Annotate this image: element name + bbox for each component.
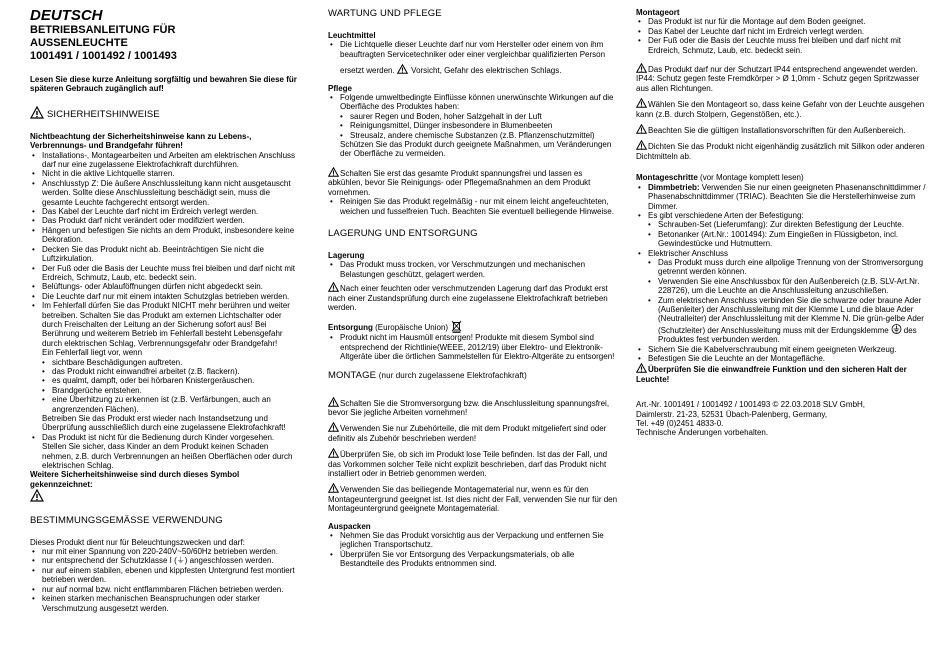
list-item: • nur mit einer Spannung von 220-240V~50/60Hz betrieben werden.: [42, 547, 300, 556]
footer-line: Technische Änderungen vorbehalten.: [636, 428, 769, 438]
intended-use-intro: Dieses Produkt dient nur für Beleuchtungszwecken und darf:: [30, 537, 245, 547]
fastening-list: [648, 220, 926, 248]
intended-use-list: [30, 547, 300, 613]
shock-warning: Vorsicht, Gefahr des elektrischen Schlags.: [411, 66, 562, 76]
fault-after: Betreiben Sie das Produkt erst wieder nach Instandsetzung und Überprüfung ausschließlich durch eine zugelassene Elektrofachkraft!: [42, 414, 286, 433]
list-item: • Hängen und befestigen Sie nichts an dem Produkt, insbesondere keine Dekoration.: [42, 226, 300, 245]
list-item: • Die Leuchte darf nur mit einem intakten Schutzglas betrieben werden.: [42, 292, 300, 301]
list-item: • nur auf normal bzw. nicht entflammbaren Flächen betrieben werden.: [42, 585, 300, 594]
list-item: • Das Kabel der Leuchte darf nicht im Erdreich verlegt werden.: [648, 27, 926, 36]
safety-heading: SICHERHEITSHINWEISE: [30, 106, 300, 120]
ip-warning: Das Produkt darf nur der Schutzart IP44 entsprechend angewendet werden.: [636, 63, 926, 74]
warning-icon: [636, 363, 647, 373]
mounting-warning: Schalten Sie die Stromversorgung bzw. die Anschlussleitung spannungsfrei, bevor Sie jegliche Arbeiten vornehmen!: [328, 398, 610, 417]
warning-icon: [328, 483, 339, 493]
light-heading: Leuchtmittel: [328, 31, 376, 40]
footer-line: Tel. +49 (0)2451 4833-0.: [636, 419, 724, 429]
list-item: • keinen starken mechanischen Beanspruchungen oder starker Verschmutzung ausgesetzt werden.: [42, 594, 300, 613]
steps-heading: Montageschritte: [636, 173, 698, 183]
list-item: • Das Produkt ist nicht für die Bedienung durch Kinder vorgesehen. Stellen Sie sicher, dass Kinder an dem Produkt keinen Schaden nehmen, z.B. durch Verbrennungen an heißen Oberflächen oder durch elektrischen Schlag.: [42, 433, 300, 471]
list-item: • Das Kabel der Leuchte darf nicht im Erdreich verlegt werden.: [42, 207, 300, 216]
steps-heading-line: Montageschritte (vor Montage komplett lesen): [636, 173, 804, 183]
warning-icon: [636, 140, 647, 150]
list-item: • Produkt nicht im Hausmüll entsorgen! Produkte mit diesem Symbol sind entsprechend der Richtlinie(WEEE, 2012/19) über Elektro- und Elektronik-Altgeräte über die örtlichen Sammelstellen für Elektro-Altgeräte zu entsorgen!: [340, 333, 618, 361]
disposal-heading: Entsorgung: [328, 323, 373, 333]
intro-text: Lesen Sie diese kurze Anleitung sorgfältig und bewahren Sie diese für späteren Gebrauch zugänglich auf!: [30, 75, 297, 94]
warning-icon: [30, 489, 44, 502]
language-title: DEUTSCH: [30, 7, 103, 24]
list-item: • Nehmen Sie das Produkt vorsichtig aus der Verpackung und entfernen Sie jeglichen Transportschutz.: [340, 531, 618, 550]
list-item: • Schrauben-Set (Lieferumfang): Zur direkten Befestigung der Leuchte.: [658, 220, 926, 229]
list-item: • Im Fehlerfall dürfen Sie das Produkt NICHT mehr berühren und weiter betreiben. Schalten Sie das Produkt am externen Lichtschalter oder durch Freischalten der Leitung an der Sicherung sofort aus! Bei Berührung und weiterem Betrieb im Fehlerfall besteht Lebensgefahr durch elektrischen Schlag, Verbrennungsgefahr oder Brandgefahr! Ein Fehlerfall liegt vor, wenn • sichtbare Beschädigungen auftreten. • das Produkt nicht einwandfrei arbeitet (z.B. flackern). • es qualmt, dampft, oder bei hörbaren Knistergeräuschen. • Brandgerüche entstehen. • eine Überhitzung zu erkennen ist (z.B. Verfärbungen, auch an angrenzenden Flächen). Betreiben Sie das Produkt erst wieder nach Instandsetzung und Überprüfung ausschließlich durch eine zugelassene Elektrofachkraft!: [42, 301, 300, 433]
article-numbers: 1001491 / 1001492 / 1001493: [30, 50, 177, 62]
mounting-warning: Überprüfen Sie, ob sich im Produkt lose Teile befinden. Ist das der Fall, und das Vorkommen solcher Teile nicht explizit beschrieben, darf das Produkt nicht installiert oder in Betrieb genommen werden.: [328, 450, 608, 478]
list-item: • Decken Sie das Produkt nicht ab. Beeinträchtigen Sie nicht die Luftzirkulation.: [42, 245, 300, 264]
crossed-bin-icon: [451, 320, 462, 333]
column-left: [30, 8, 300, 613]
mounting-warning: Verwenden Sie nur Zubehörteile, die mit dem Produkt mitgeliefert sind oder definitiv als Zubehör beschrieben werden!: [328, 424, 607, 443]
warning-icon: [328, 167, 339, 177]
list-item: • Befestigen Sie die Leuchte an der Montagefläche.: [648, 354, 926, 363]
footer-line: Daimlerstr. 21-23, 52531 Übach-Palenberg, Germany,: [636, 409, 828, 419]
list-item: • Installations-, Montagearbeiten und Arbeiten am elektrischen Anschluss darf nur eine zugelassene Elektrofachkraft durchführen.: [42, 151, 300, 170]
safety-list: [30, 151, 300, 471]
list-item: • Die Lichtquelle dieser Leuchte darf nur vom Hersteller oder einem von ihm beauftragten Servicetechniker oder einer vergleichbar qualifizierten Person ersetzt werden. Vorsicht, Gefahr des elektrischen Schlags.: [340, 40, 618, 75]
list-item: • Verwenden Sie eine Anschlussbox für den Außenbereich (z.B. SLV-Art.Nr. 228726), um die Leuchte an die Anschlussleitung anzuschließen.: [658, 277, 926, 296]
list-item: • das Produkt nicht einwandfrei arbeitet (z.B. flackern).: [52, 367, 300, 376]
list-item: • Belüftungs- oder Ablauföffnungen dürfen nicht abgedeckt sein.: [42, 282, 300, 291]
list-item: • Anschlusstyp Z: Die äußere Anschlussleitung kann nicht ausgetauscht werden. Sollte diese Anschlussleitung beschädigt sein, muss die gesamte Leuchte fachgerecht entsorgt werden.: [42, 179, 300, 207]
list-item: • saurer Regen und Boden, hoher Salzgehalt in der Luft: [350, 112, 618, 121]
storage-list: [328, 260, 618, 279]
care-sublist: [340, 112, 618, 140]
electrical-list: [648, 258, 926, 345]
fault-intro: Ein Fehlerfall liegt vor, wenn: [42, 348, 143, 358]
list-item: • Brandgerüche entstehen.: [52, 386, 300, 395]
list-item: • Zum elektrischen Anschluss verbinden Sie die schwarze oder braune Ader (Außenleiter) der Anschlussleitung mit der Klemme L und die blaue Ader (Neutralleiter) der Anschlussleitung mit der Klemme N. Die grün-gelbe Ader (Schutzleiter) der Anschlussleitung muss mit der Erdungsklemme des Produktes fest verbunden werden.: [658, 296, 926, 345]
care-warning: Schalten Sie erst das gesamte Produkt spannungsfrei und lassen es abkühlen, bevor Sie Reinigungs- oder Pflegemaßnahmen an dem Produkt vornehmen.: [328, 168, 591, 197]
warning-icon: [636, 98, 647, 108]
list-item: • Reinigungsmittel, Dünger insbesondere in Blumenbeeten: [350, 121, 618, 130]
care-list: [328, 93, 618, 159]
list-item: • eine Überhitzung zu erkennen ist (z.B. Verfärbungen, auch an angrenzenden Flächen).: [52, 395, 300, 414]
warning-icon: [397, 64, 408, 74]
list-item: • Das Produkt ist nur für die Montage auf dem Boden geeignet.: [648, 17, 926, 26]
list-item: • Das Produkt darf nicht verändert oder modifiziert werden.: [42, 216, 300, 225]
unpack-heading: Auspacken: [328, 521, 371, 531]
ip-info: IP44: Schutz gegen feste Fremdkörper > Ø 1,0mm - Schutz gegen Spritzwasser aus allen Richtungen.: [636, 74, 920, 93]
disposal-heading-line: Entsorgung (Europäische Union): [328, 320, 618, 333]
warning-icon: [636, 63, 647, 73]
ground-symbol-icon: [891, 324, 902, 334]
list-item: • nur auf einem stabilen, ebenen und kippfesten Untergrund fest montiert betrieben werden.: [42, 566, 300, 585]
mounting-warning: Verwenden Sie das beiliegende Montagematerial nur, wenn es für den Montageuntergrund geeignet ist. Ist dies nicht der Fall, verwenden Sie nur für den Montageuntergrund geeignete Montagematerial.: [328, 485, 618, 514]
list-item: • Sichern Sie die Kabelverschraubung mit einem geeigneten Werkzeug.: [648, 345, 926, 354]
location-warning: Beachten Sie die gültigen Installationsvorschriften für den Außenbereich.: [636, 124, 926, 135]
column-right: [636, 8, 926, 438]
warning-icon: [328, 422, 339, 432]
list-item: • Reinigen Sie das Produkt regelmäßig - nur mit einem leicht angefeuchteten, weichen und fusselfreien Tuch. Beachten Sie eventuell beiliegende Hinweise.: [340, 197, 618, 216]
list-item: • Dimmbetrieb: Verwenden Sie nur einen geeigneten Phasenanschnittdimmer / Phasenabschnittdimmer (TRIAC). Beachten Sie die Herstellerhinweise zum Dimmer.: [648, 183, 926, 211]
care-list-2: [328, 197, 618, 216]
list-item: • Der Fuß oder die Basis der Leuchte muss frei bleiben und darf nicht mit Erdreich, Schmutz, Laub, etc. bedeckt sein.: [648, 36, 926, 55]
symbol-note: Weitere Sicherheitshinweise sind durch dieses Symbol gekennzeichnet:: [30, 470, 240, 489]
storage-heading: LAGERUNG UND ENTSORGUNG: [328, 227, 478, 239]
warning-icon: [328, 397, 339, 407]
final-warning: Überprüfen Sie die einwandfreie Funktion und den sicheren Halt der Leuchte!: [636, 365, 907, 384]
safety-lead: Nichtbeachtung der Sicherheitshinweise kann zu Lebens-, Verbrennungs- und Brandgefahr führen!: [30, 131, 252, 151]
light-list: [328, 40, 618, 75]
doc-title-line1: BETRIEBSANLEITUNG FÜR: [30, 24, 176, 36]
list-item: • Elektrischer Anschluss • Das Produkt muss durch eine allpolige Trennung von der Stromversorgung getrennt werden können. • Verwenden Sie eine Anschlussbox für den Außenbereich (z.B. SLV-Art.Nr. 228726), um die Leuchte an die Anschlussleitung anzuschließen. • Zum elektrischen Anschluss verbinden Sie die schwarze oder braune Ader (Außenleiter) der Anschlussleitung mit der Klemme L und die blaue Ader (Neutralleiter) der Anschlussleitung mit der Klemme N. Die grün-gelbe Ader (Schutzleiter) der Anschlussleitung muss mit der Erdungsklemme des Produktes fest verbunden werden.: [648, 249, 926, 345]
list-item: • nur entsprechend der Schutzklasse I (⏚) angeschlossen werden.: [42, 556, 300, 565]
mounting-heading: MONTAGE (nur durch zugelassene Elektrofachkraft): [328, 369, 527, 381]
list-item: • Das Produkt muss trocken, vor Verschmutzungen und mechanischen Belastungen geschützt, gelagert werden.: [340, 260, 618, 279]
storage-subheading: Lagerung: [328, 250, 365, 260]
fault-list: [42, 358, 300, 414]
list-item: • Überprüfen Sie vor Entsorgung des Verpackungsmaterials, ob alle Bestandteile des Produkts entnommen sind.: [340, 550, 618, 569]
location-warning: Dichten Sie das Produkt nicht eigenhändig zusätzlich mit Silikon oder anderen Dichtmitteln ab.: [636, 142, 925, 161]
warning-icon: [328, 448, 339, 458]
warning-icon: [636, 124, 647, 134]
steps-list: [636, 183, 926, 364]
doc-title-line2: AUSSENLEUCHTE: [30, 37, 128, 49]
list-item: • Folgende umweltbedingte Einflüsse können unerwünschte Wirkungen auf die Oberfläche des Produktes haben: • saurer Regen und Boden, hoher Salzgehalt in der Luft • Reinigungsmittel, Dünger insbesondere in Blumenbeeten • Streusalz, andere chemische Substanzen (z.B. Pflanzenschutzmittel) Schützen Sie das Produkt durch geeignete Maßnahmen, um Veränderungen der Oberfläche zu vermeiden.: [340, 93, 618, 159]
column-middle: [328, 8, 618, 569]
storage-warning: Nach einer feuchten oder verschmutzenden Lagerung darf das Produkt erst nach einer Zustandsprüfung durch eine zugelassene Elektrofachkraft betrieben werden.: [328, 284, 608, 312]
care-heading: WARTUNG UND PFLEGE: [328, 8, 442, 19]
location-heading: Montageort: [636, 8, 680, 17]
intended-use-heading: BESTIMMUNGSGEMÄSSE VERWENDUNG: [30, 514, 223, 526]
disposal-list: [328, 333, 618, 361]
location-list: [636, 17, 926, 55]
list-item: • es qualmt, dampft, oder bei hörbaren Knistergeräuschen.: [52, 376, 300, 385]
warning-icon: [328, 282, 339, 292]
care-subheading: Pflege: [328, 83, 353, 93]
warning-icon: [30, 106, 44, 119]
list-item: • Betonanker (Art.Nr.: 1001494): Zum Eingießen in Flüssigbeton, incl. Gewindestücke und Hutmuttern.: [658, 230, 926, 249]
unpack-list: [328, 531, 618, 569]
list-item: • Nicht in die aktive Lichtquelle starren.: [42, 169, 300, 178]
list-item: • Der Fuß oder die Basis der Leuchte muss frei bleiben und darf nicht mit Erdreich, Schmutz, Laub, etc. bedeckt sein.: [42, 264, 300, 283]
list-item: • Streusalz, andere chemische Substanzen (z.B. Pflanzenschutzmittel): [350, 131, 618, 140]
list-item: • Es gibt verschiedene Arten der Befestigung: • Schrauben-Set (Lieferumfang): Zur direkten Befestigung der Leuchte. • Betonanker (Art.Nr.: 1001494): Zum Eingießen in Flüssigbeton, incl. Gewindestücke und Hutmuttern.: [648, 211, 926, 249]
list-item: • Das Produkt muss durch eine allpolige Trennung von der Stromversorgung getrennt werden können.: [658, 258, 926, 277]
list-item: • sichtbare Beschädigungen auftreten.: [52, 358, 300, 367]
footer-line: Art.-Nr. 1001491 / 1001492 / 1001493 © 22.03.2018 SLV GmbH,: [636, 400, 866, 410]
location-warning: Wählen Sie den Montageort so, dass keine Gefahr von der Leuchte ausgehen kann (z.B. durch Stolpern, Gegenstößen, etc.).: [636, 100, 925, 119]
